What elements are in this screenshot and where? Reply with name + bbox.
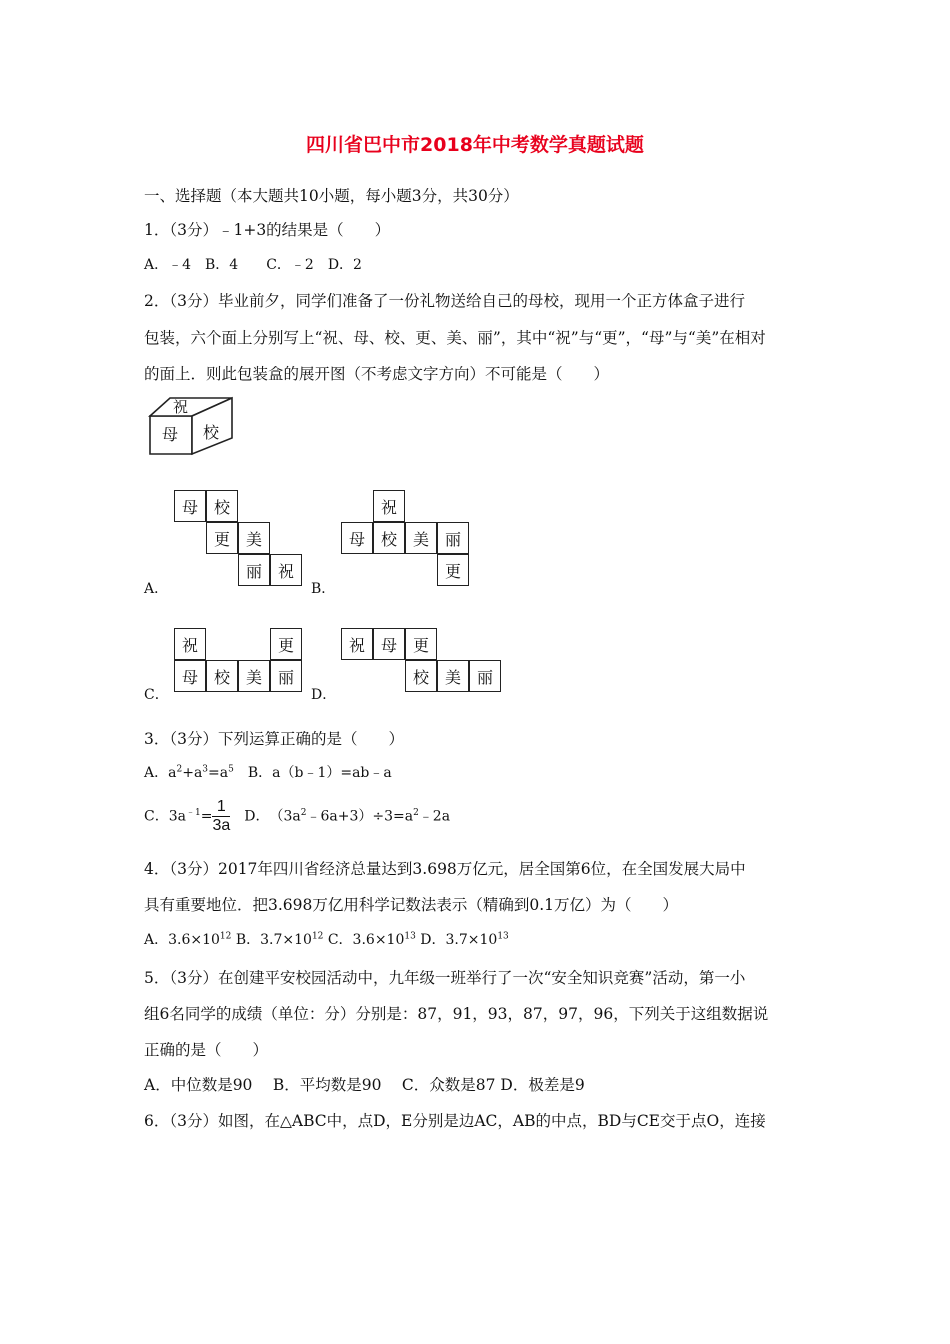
q5-line1: 5．（3分）在创建平安校园活动中，九年级一班举行了一次“安全知识竞赛”活动，第一小 bbox=[144, 969, 746, 987]
net-a-cell: 更 bbox=[206, 522, 238, 554]
q1-stem: 1．（3分）﹣1+3的结果是（ ） bbox=[144, 221, 391, 239]
cube-figure bbox=[148, 394, 238, 458]
net-b-cell: 美 bbox=[405, 522, 437, 554]
q3-stem: 3．（3分）下列运算正确的是（ ） bbox=[144, 730, 404, 748]
q5-options: A．中位数是90 B．平均数是90 C．众数是87 D．极差是9 bbox=[144, 1076, 585, 1094]
section-heading: 一、选择题（本大题共10小题，每小题3分，共30分） bbox=[144, 187, 519, 205]
net-a-cell: 美 bbox=[238, 522, 270, 554]
option-d-label: D． bbox=[311, 687, 337, 703]
net-c-cell: 校 bbox=[206, 660, 238, 692]
option-c-label: C． bbox=[144, 687, 169, 703]
net-c-cell: 美 bbox=[238, 660, 270, 692]
cube-top-face: 祝 bbox=[173, 398, 189, 416]
q4-options: A．$3.6\times 10^{12}$ B．$3.7\times 10^{12}$ C．$3.6\times 10^{13}$ D．$3.7\times 10^{13}$ bbox=[144, 931, 509, 948]
q6-line1: 6．（3分）如图，在△ABC中，点D，E分别是边AC，AB的中点，BD与CE交于点O，连接 bbox=[144, 1112, 766, 1130]
net-d-cell: 校 bbox=[405, 660, 437, 692]
net-d-cell: 更 bbox=[405, 628, 437, 660]
page-title: 四川省巴中市2018年中考数学真题试题 bbox=[306, 134, 644, 156]
q5-line2: 组6名同学的成绩（单位：分）分别是：87，91，93，87，97，96，下列关于这组数据说 bbox=[144, 1005, 769, 1023]
q4-line1: 4．（3分）2017年四川省经济总量达到3.698万亿元，居全国第6位，在全国发展大局中 bbox=[144, 860, 746, 878]
net-b-cell: 校 bbox=[373, 522, 405, 554]
q5-line3: 正确的是（ ） bbox=[144, 1041, 269, 1059]
q4-line2: 具有重要地位．把3.698万亿用科学记数法表示（精确到0.1万亿）为（ ） bbox=[144, 896, 679, 914]
cube-front-face: 母 bbox=[162, 425, 179, 444]
q3-options-cd: C．$3a^{﹣1}=$ $\frac{1}{3a}$ D． $(3a^2﹣6a+3)\div 3=a^2﹣2a$ bbox=[144, 798, 451, 834]
net-a-cell: 丽 bbox=[238, 554, 270, 586]
net-c-cell: 母 bbox=[174, 660, 206, 692]
fraction: $\frac{1}{3a}$ bbox=[212, 798, 231, 834]
net-a-cell: 祝 bbox=[270, 554, 302, 586]
net-a-cell: 母 bbox=[174, 490, 206, 522]
cube-side-face: 校 bbox=[203, 423, 220, 442]
net-b-cell: 更 bbox=[437, 554, 469, 586]
option-b-label: B． bbox=[311, 581, 336, 597]
net-c-cell: 更 bbox=[270, 628, 302, 660]
net-c-cell: 祝 bbox=[174, 628, 206, 660]
q3-options-ab: A．$a^2+a^3=a^5$ B．a（b﹣1）=ab﹣a bbox=[144, 764, 392, 781]
q2-line1: 2．（3分）毕业前夕，同学们准备了一份礼物送给自己的母校，现用一个正方体盒子进行 bbox=[144, 292, 745, 310]
net-d-cell: 美 bbox=[437, 660, 469, 692]
q1-options: A．﹣4 B．4 C．﹣2 D．2 bbox=[144, 257, 362, 273]
net-d-cell: 母 bbox=[373, 628, 405, 660]
option-a-label: A． bbox=[144, 581, 169, 597]
net-d-cell: 祝 bbox=[341, 628, 373, 660]
net-d-cell: 丽 bbox=[469, 660, 501, 692]
net-b-cell: 丽 bbox=[437, 522, 469, 554]
q2-line2: 包装，六个面上分别写上“祝、母、校、更、美、丽”，其中“祝”与“更”，“母”与“美”在相对 bbox=[144, 329, 766, 347]
net-b-cell: 母 bbox=[341, 522, 373, 554]
q2-line3: 的面上．则此包装盒的展开图（不考虑文字方向）不可能是（ ） bbox=[144, 365, 610, 383]
net-a-cell: 校 bbox=[206, 490, 238, 522]
net-c-cell: 丽 bbox=[270, 660, 302, 692]
net-b-cell: 祝 bbox=[373, 490, 405, 522]
